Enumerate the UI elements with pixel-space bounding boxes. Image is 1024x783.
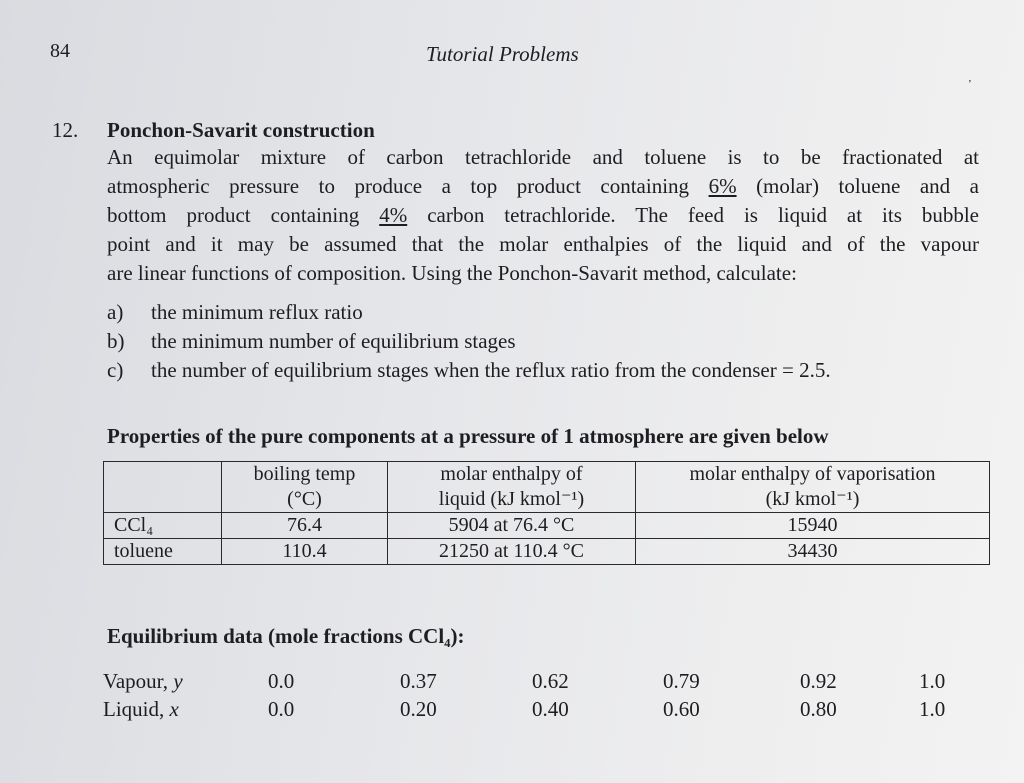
vapour-label: Vapour, y	[103, 669, 183, 693]
header-boiling-line1: boiling temp	[253, 463, 356, 485]
vapour-value: 0.62	[532, 669, 569, 693]
question-item	[107, 298, 987, 327]
properties-table	[103, 461, 990, 565]
equilibrium-heading: Equilibrium data (mole fractions CCl₄):	[107, 624, 465, 648]
page-number: 84	[50, 40, 70, 62]
header-boiling-line2: (°C)	[287, 488, 322, 510]
question-label: b)	[107, 329, 125, 353]
question-text: the minimum number of equilibrium stages	[151, 329, 516, 353]
question-label: c)	[107, 358, 124, 382]
cell-name: toluene	[104, 539, 222, 565]
liquid-value: 0.40	[532, 697, 569, 721]
problem-statement	[107, 143, 979, 288]
liquid-value: 1.0	[919, 697, 946, 721]
vapour-value: 0.0	[268, 669, 295, 693]
question-list	[107, 298, 987, 385]
liquid-value: 0.80	[800, 697, 837, 721]
liquid-value: 0.0	[268, 697, 295, 721]
statement-line-2-tail: (molar) toluene and a	[736, 174, 979, 198]
header-cell-boiling	[222, 462, 388, 513]
statement-line-3-tail: carbon tetrachloride. The feed is liquid at its bubble	[407, 203, 980, 227]
question-text: the number of equilibrium stages when the reflux ratio from the condenser = 2.5.	[151, 358, 831, 382]
header-vap-line2: (kJ kmol⁻¹)	[765, 488, 860, 510]
question-item	[107, 327, 987, 356]
problem-number: 12.	[52, 118, 79, 142]
cell-boiling: 110.4	[222, 539, 388, 565]
liquid-value: 0.20	[400, 697, 437, 721]
header-liquid-line2: liquid (kJ kmol⁻¹)	[438, 488, 585, 510]
statement-line-4: point and it may be assumed that the molar enthalpies of the liquid and of the vapour	[107, 232, 979, 256]
properties-heading: Properties of the pure components at a pressure of 1 atmosphere are given below	[107, 424, 829, 448]
header-cell-liquid-enthalpy	[388, 462, 636, 513]
question-label: a)	[107, 300, 124, 324]
liquid-label: Liquid, x	[103, 697, 179, 721]
cell-boiling: 76.4	[222, 513, 388, 539]
statement-line-3-head: bottom product containing	[107, 203, 380, 227]
cell-liquid-enthalpy: 21250 at 110.4 °C	[388, 539, 636, 565]
cell-name: CCl₄	[104, 513, 222, 539]
statement-line-5: are linear functions of composition. Using the Ponchon-Savarit method, calculate:	[107, 261, 797, 285]
problem-title: Ponchon-Savarit construction	[107, 118, 375, 142]
cell-vaporisation: 15940	[636, 513, 990, 539]
statement-line-2	[107, 172, 979, 201]
question-item	[107, 356, 987, 385]
bottom-product-percent: 4%	[379, 203, 408, 227]
statement-line-2-head: atmospheric pressure to produce a top product containing	[107, 174, 709, 198]
statement-line-1: An equimolar mixture of carbon tetrachloride and toluene is to be fractionated at	[107, 145, 979, 169]
table-row	[104, 539, 990, 565]
vapour-value: 1.0	[919, 669, 946, 693]
header-liquid-line1: molar enthalpy of	[440, 463, 583, 485]
equilibrium-vapour-row	[103, 667, 983, 695]
header-vap-line1: molar enthalpy of vaporisation	[689, 463, 936, 485]
cell-vaporisation: 34430	[636, 539, 990, 565]
liquid-value: 0.60	[663, 697, 700, 721]
speck-mark: ʼ	[968, 78, 972, 90]
table-row	[104, 513, 990, 539]
vapour-value: 0.92	[800, 669, 837, 693]
top-product-percent: 6%	[708, 174, 737, 198]
running-head: Tutorial Problems	[426, 42, 579, 66]
statement-line-3	[107, 201, 979, 230]
table-header-row	[104, 462, 990, 513]
question-text: the minimum reflux ratio	[151, 300, 363, 324]
cell-liquid-enthalpy: 5904 at 76.4 °C	[388, 513, 636, 539]
header-cell-component	[104, 462, 222, 513]
header-cell-vaporisation	[636, 462, 990, 513]
equilibrium-liquid-row	[103, 695, 983, 723]
vapour-value: 0.79	[663, 669, 700, 693]
vapour-value: 0.37	[400, 669, 437, 693]
